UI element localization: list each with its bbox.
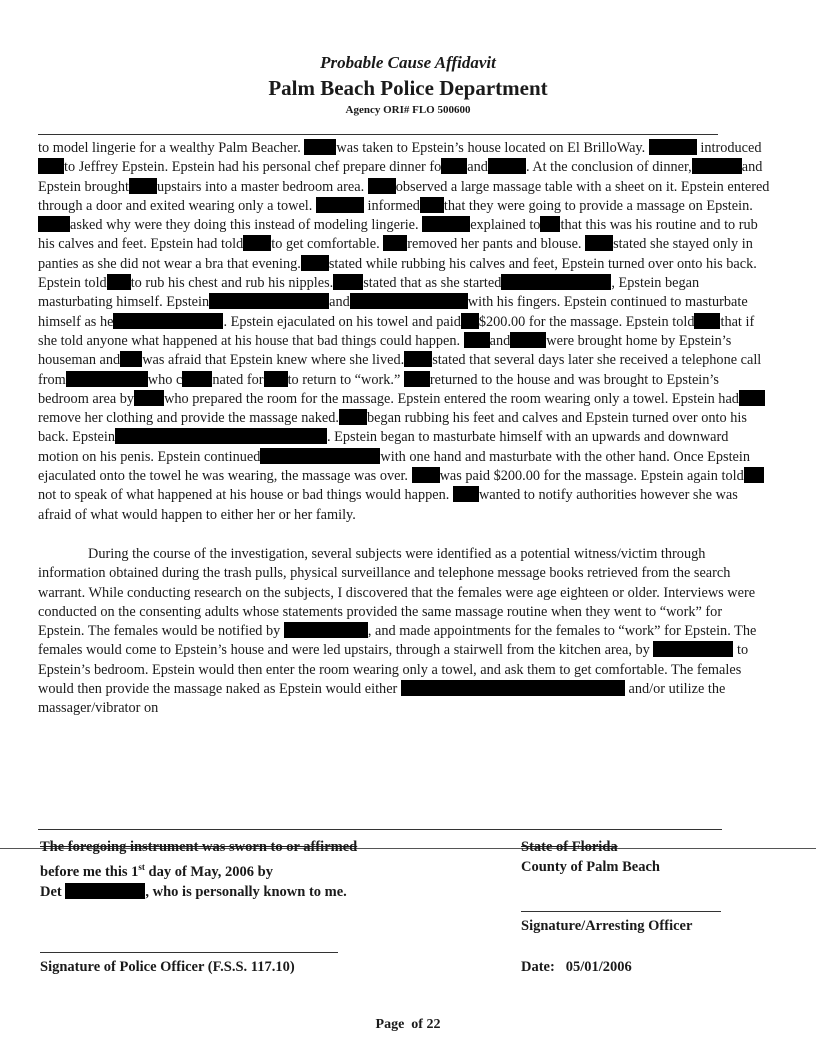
narrative-paragraph-2: During the course of the investigation, several subjects were identified as a potential witness/victim through information obtained during the trash pulls, physical surveillance and telephone message books retrieved from the search warrant. While conducting research on the subjects, I discovered that the females were age eighteen or older. Interviews were conducted on the consenting adults whose statements provided the same massage routine when they went to “work” for Epstein. The females would be notified by , and made appointments for the females to “work” for Epstein. The females would come to Epstein’s house and were led upstairs, through a stairwell from the kitchen area, by to Epstein’s bedroom. Epstein would then enter the room wearing only a towel, and ask them to get comfortable. The females would then provide the massage naked as Epstein would either and/or utilize the massager/vibrator on xyxy=(38,545,757,717)
redaction xyxy=(383,235,407,251)
redaction xyxy=(38,158,64,174)
redaction xyxy=(66,371,148,387)
venue-block xyxy=(521,837,660,877)
redaction xyxy=(401,680,625,696)
sworn-statement: The foregoing instrument was sworn to or affirmed before me this 1st day of May, 2006 by Det , who is personally known to me. xyxy=(40,839,358,900)
redaction xyxy=(422,216,470,232)
state-label: State of Florida xyxy=(521,839,618,855)
redaction xyxy=(129,178,157,194)
redaction xyxy=(113,313,223,329)
redaction xyxy=(134,390,164,406)
redaction xyxy=(692,158,742,174)
police-officer-label: Signature of Police Officer (F.S.S. 117.10) xyxy=(40,959,295,975)
date-value: 05/01/2006 xyxy=(565,959,632,975)
date-field: Date: 05/01/2006 xyxy=(521,959,632,975)
redaction xyxy=(404,351,432,367)
redaction xyxy=(115,428,327,444)
redaction xyxy=(243,235,271,251)
redaction xyxy=(404,371,430,387)
redaction xyxy=(694,313,720,329)
form-title: Probable Cause Affidavit xyxy=(320,53,496,72)
redaction xyxy=(585,235,613,251)
redaction xyxy=(304,139,336,155)
redaction xyxy=(260,448,380,464)
redaction xyxy=(510,332,546,348)
narrative-paragraph-1: to model lingerie for a wealthy Palm Beacher. was taken to Epstein’s house located on El BrilloWay. introducedto Jeffrey Epstein. Epstein had his personal chef prepare dinner fo and . At the conclusion of dinner, and Epstein brought upstairs into a master bedroom area. observed a large massage table with a sheet on it. Epstein entered through a door and exited wearing only a towel. informed that they were going to provide a massage on Epstein.asked why were they doing this instead of modeling lingerie. explained to that this was his routine and to rub his calves and feet. Epstein had told to get comfortable. removed her pants and blouse. stated she stayed only in panties as she did not wear a bra that evening. stated while rubbing his calves and feet, Epstein turned over onto his back. Epstein told to rub his chest and rub his nipples. stated that as she started , Epstein began masturbating himself. Epstein and with his fingers. Epstein continued to masturbate himself as he . Epstein ejaculated on his towel and paid $200.00 for the massage. Epstein told that if she told anyone what happened at his house that bad things could happen. and were brought home by Epstein’s houseman and was afraid that Epstein knew where she lived. stated that several days later she received a telephone call from who c nated for to return to “work.” returned to the house and was brought to Epstein’s bedroom area by who prepared the room for the massage. Epstein entered the room wearing only a towel. Epstein hadremove her clothing and provide the massage naked. began rubbing his feet and calves and Epstein turned over onto his back. Epstein . Epstein began to masturbate himself with an upwards and downward motion on his penis. Epstein continued with one hand and masturbate with the other hand. Once Epstein ejaculated onto the towel he was wearing, the massage was over. was paid $200.00 for the massage. Epstein again toldnot to speak of what happened at his house or bad things would happen. wanted to notify authorities however she was afraid of what would happen to either her or her family. xyxy=(38,140,770,523)
redaction xyxy=(368,178,396,194)
redaction xyxy=(209,293,329,309)
redaction xyxy=(540,216,560,232)
redaction xyxy=(182,371,212,387)
redaction xyxy=(38,216,70,232)
police-officer-signature-line xyxy=(40,952,338,953)
redaction xyxy=(420,197,444,213)
redaction xyxy=(488,158,526,174)
redaction xyxy=(339,409,367,425)
redaction xyxy=(284,622,368,638)
redaction xyxy=(120,351,142,367)
county-label: County of Palm Beach xyxy=(521,859,660,875)
redaction xyxy=(464,332,490,348)
sig-top-rule xyxy=(38,829,722,830)
redaction xyxy=(453,486,479,502)
narrative-body xyxy=(38,139,770,719)
redaction xyxy=(649,139,697,155)
redaction xyxy=(316,197,364,213)
header-rule xyxy=(38,134,718,135)
redaction xyxy=(301,255,329,271)
arresting-officer-label: Signature/Arresting Officer xyxy=(521,918,693,934)
redaction xyxy=(744,467,764,483)
agency-ori: Agency ORI# FLO 500600 xyxy=(345,104,471,116)
redaction xyxy=(107,274,131,290)
redaction xyxy=(461,313,479,329)
redaction xyxy=(501,274,611,290)
redaction xyxy=(264,371,288,387)
redaction xyxy=(739,390,765,406)
department-name: Palm Beach Police Department xyxy=(268,76,548,100)
arresting-officer-signature-line xyxy=(521,911,721,912)
redaction xyxy=(65,883,145,899)
redaction xyxy=(350,293,468,309)
redaction xyxy=(412,467,440,483)
redaction xyxy=(333,274,363,290)
redaction xyxy=(441,158,467,174)
page-indicator: Page of 22 xyxy=(375,1017,441,1032)
redaction xyxy=(653,641,733,657)
